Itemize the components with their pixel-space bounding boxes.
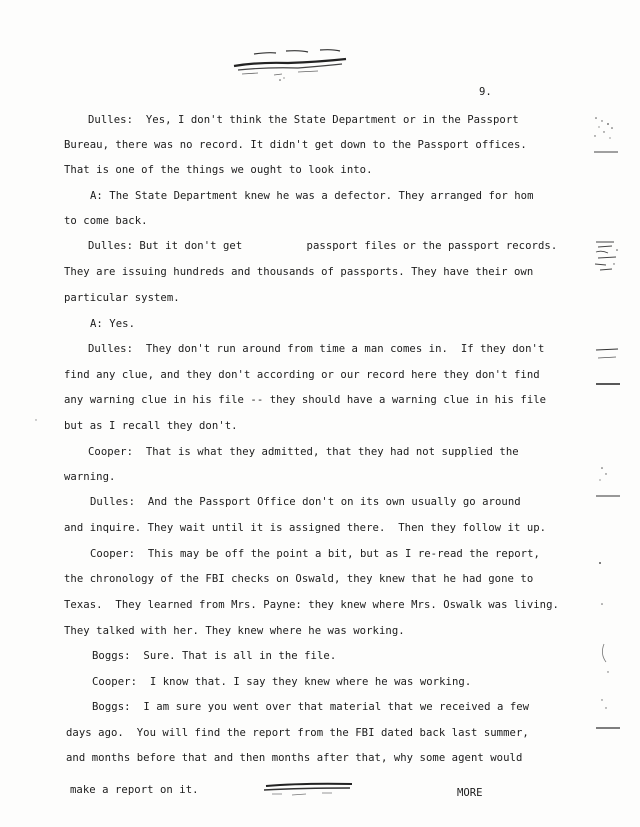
text-line: They talked with her. They knew where he was working. — [64, 625, 405, 637]
text-line: to come back. — [64, 215, 148, 227]
margin-mark — [594, 596, 622, 616]
text-line: Cooper: I know that. I say they knew where he was working. — [92, 676, 472, 688]
text-line: make a report on it. — [70, 784, 199, 796]
margin-mark — [594, 555, 622, 575]
margin-mark — [594, 694, 622, 736]
text-line: particular system. — [64, 292, 180, 304]
margin-mark — [592, 238, 622, 282]
text-line: Dulles: And the Passport Office don't on its own usually go around — [90, 496, 521, 508]
text-line: find any clue, and they don't according or our record here they don't find — [64, 369, 540, 381]
text-line: A: Yes. — [90, 318, 135, 330]
text-line: Boggs: I am sure you went over that material that we received a few — [92, 701, 530, 713]
margin-mark — [594, 344, 622, 388]
text-line: days ago. You will find the report from the FBI dated back last summer, — [66, 727, 529, 739]
text-line: and inquire. They wait until it is assigned there. Then they follow it up. — [64, 522, 547, 534]
text-line: Bureau, there was no record. It didn't get down to the Passport offices. — [64, 139, 527, 151]
text-line: Cooper: That is what they admitted, that they had not supplied the — [88, 446, 519, 458]
margin-mark — [30, 410, 42, 430]
bottom-redaction-mark — [262, 778, 358, 798]
text-line: any warning clue in his file -- they should have a warning clue in his file — [64, 394, 547, 406]
text-line: the chronology of the FBI checks on Oswald, they knew that he had gone to — [64, 573, 534, 585]
text-line: A: The State Department knew he was a defector. They arranged for hom — [90, 190, 534, 202]
text-line: and months before that and then months after that, why some agent would — [66, 752, 523, 764]
text-line: Dulles: They don't run around from time a man comes in. If they don't — [88, 343, 545, 355]
text-line: Texas. They learned from Mrs. Payne: they knew where Mrs. Oswalk was living. — [64, 599, 559, 611]
text-line: They are issuing hundreds and thousands of passports. They have their own — [64, 266, 534, 278]
margin-mark — [594, 640, 622, 680]
text-line: Dulles: But it don't get passport files or the passport records. — [88, 240, 558, 252]
text-line: Dulles: Yes, I don't think the State Department or in the Passport — [88, 114, 519, 126]
more-footer-label: MORE — [457, 787, 483, 799]
top-redaction-mark — [228, 44, 358, 84]
text-line: Cooper: This may be off the point a bit, but as I re-read the report, — [90, 548, 540, 560]
page-number: 9. — [479, 86, 492, 98]
text-line: warning. — [64, 471, 116, 483]
text-line: That is one of the things we ought to look into. — [64, 164, 373, 176]
text-line: but as I recall they don't. — [64, 420, 238, 432]
text-line: Boggs: Sure. That is all in the file. — [92, 650, 337, 662]
margin-mark — [592, 112, 622, 158]
margin-mark — [594, 462, 622, 502]
